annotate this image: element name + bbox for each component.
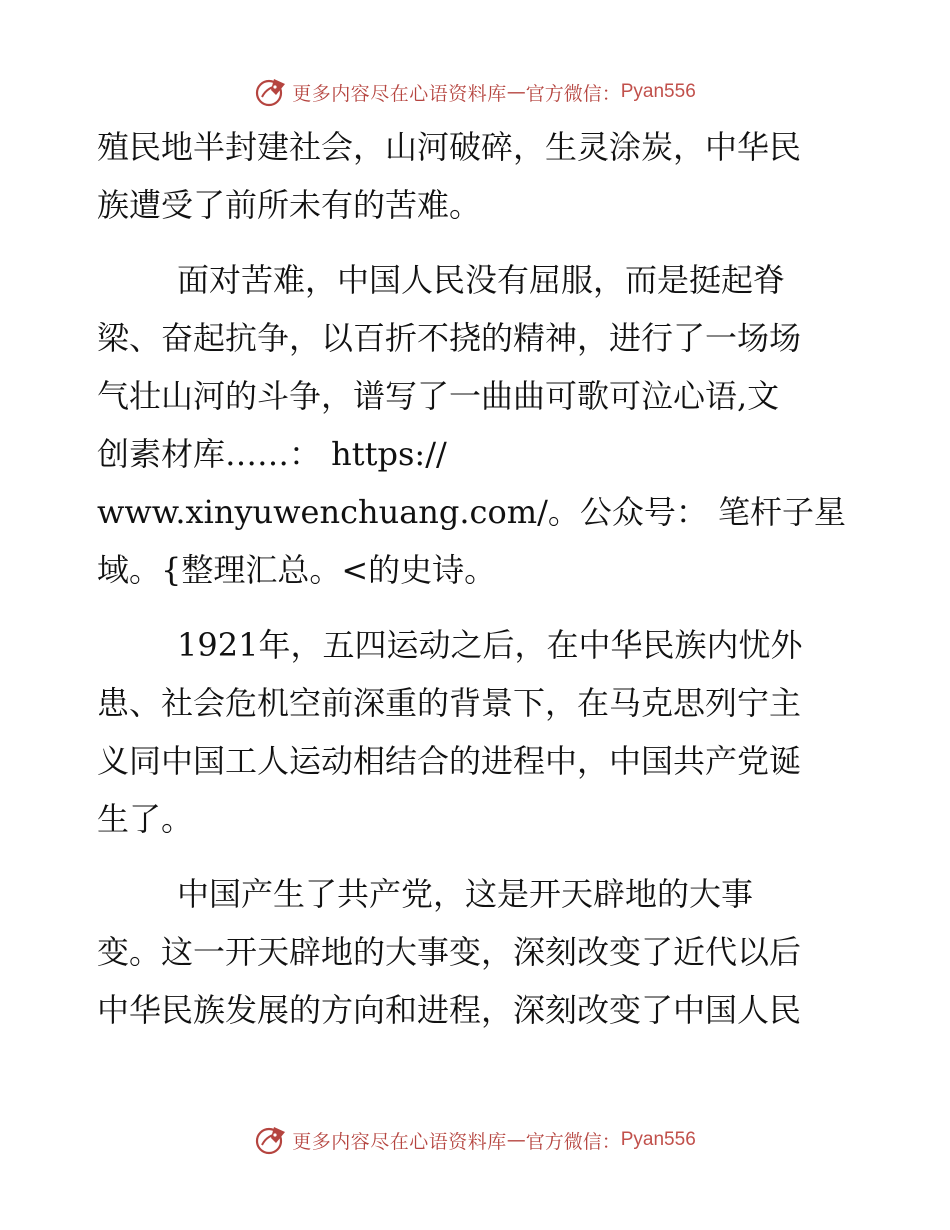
paragraph <box>97 616 857 848</box>
text-line: 1921年，五四运动之后，在中华民族内忧外 <box>177 626 803 664</box>
banner-dash: — <box>506 1129 526 1151</box>
text-line: 创素材库……： https:// <box>97 435 447 473</box>
paragraph <box>97 865 857 1039</box>
text-line: 族遭受了前所未有的苦难。 <box>97 186 482 224</box>
banner-wechat-id: Pyan556 <box>620 81 696 102</box>
text-line: 气壮山河的斗争，谱写了一曲曲可歌可泣心语,文 <box>97 377 780 415</box>
header-watermark-banner <box>0 72 950 112</box>
text-line: 梁、奋起抗争，以百折不挠的精神，进行了一场场 <box>97 319 802 357</box>
paragraph <box>97 251 857 599</box>
text-line: 患、社会危机空前深重的背景下，在马克思列宁主 <box>97 684 802 722</box>
pen-logo-icon <box>254 1123 288 1157</box>
banner-wechat-label: 官方微信： <box>525 82 621 105</box>
banner-wechat-label: 官方微信： <box>525 1130 621 1153</box>
banner-wechat-id: Pyan556 <box>620 1129 696 1150</box>
text-line: 变。这一开天辟地的大事变，深刻改变了近代以后 <box>97 933 802 971</box>
text-line: 中华民族发展的方向和进程，深刻改变了中国人民 <box>97 991 802 1029</box>
paragraph <box>97 118 857 234</box>
text-line: 生了。 <box>97 800 194 838</box>
pen-logo-icon <box>254 75 288 109</box>
text-line: 义同中国工人运动相结合的进程中，中国共产党诞 <box>97 742 802 780</box>
text-line: 域。{整理汇总。<的史诗。 <box>97 551 497 589</box>
text-line: 中国产生了共产党，这是开天辟地的大事 <box>177 875 754 913</box>
banner-main-text: 更多内容尽在心语资料库 <box>292 82 507 105</box>
footer-watermark-banner <box>0 1120 950 1160</box>
body-text <box>97 118 857 1056</box>
text-line: 殖民地半封建社会，山河破碎，生灵涂炭，中华民 <box>97 128 802 166</box>
banner-main-text: 更多内容尽在心语资料库 <box>292 1130 507 1153</box>
banner-dash: — <box>506 81 526 103</box>
text-line: www.xinyuwenchuang.com/。公众号： 笔杆子星 <box>97 493 847 531</box>
text-line: 面对苦难，中国人民没有屈服，而是挺起脊 <box>177 261 786 299</box>
